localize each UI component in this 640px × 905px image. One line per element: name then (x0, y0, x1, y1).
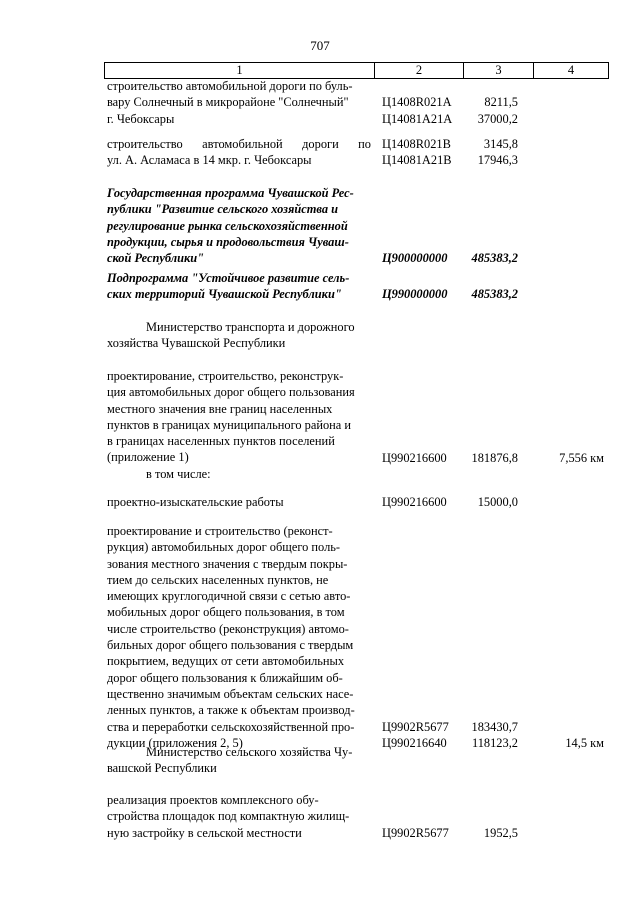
row-amounts (434, 250, 518, 266)
description-line: строительство автомобильной дороги по буль- (107, 79, 353, 93)
description-line: покрытием, ведущих от сети автомобильных (107, 654, 345, 669)
amount: 181876,8 (471, 450, 518, 465)
amount: 15000,0 (477, 495, 518, 509)
row-amounts (434, 286, 518, 302)
row-amounts (434, 450, 518, 466)
amount: 3145,8 (483, 137, 518, 151)
description-line: стройства площадок под компактную жилищ- (107, 809, 350, 824)
row-description (107, 185, 371, 266)
row-length: 7,556 км (559, 450, 604, 465)
row-length: 14,5 км (565, 735, 604, 750)
description-line: мобильных дорог общего пользования, в том (107, 605, 345, 620)
code: Ц9902R5677 (382, 719, 449, 734)
amount: 118123,2 (471, 735, 518, 750)
description-line: пунктов в границах муниципального района и (107, 417, 352, 432)
row-description (146, 744, 372, 760)
row-amounts (434, 94, 518, 127)
row-description (107, 494, 371, 510)
description-line: ских территорий Чувашской Республики" (107, 287, 342, 302)
description-line: ства и переработки сельскохозяйственной про- (107, 719, 355, 734)
code: Ц1408R021A (382, 95, 452, 110)
description-line: дорог общего пользования к ближайшим об- (107, 670, 343, 685)
description-line: бильных дорог общего пользования с твердым (107, 638, 354, 653)
amount: 485383,2 (471, 251, 518, 266)
description-line: ул. А. Асламаса в 14 мкр. г. Чебоксары (107, 153, 312, 168)
table-header (104, 62, 609, 79)
header-col-3: 3 (463, 63, 533, 78)
description-line: щественно значимым объектам сельских насе- (107, 686, 354, 701)
row-description-cont (107, 335, 371, 351)
description-line: ную застройку в сельской местности (107, 825, 302, 840)
amount: 37000,2 (477, 111, 518, 126)
amount: 485383,2 (471, 287, 518, 302)
row-description (107, 792, 371, 841)
description-line: хозяйства Чувашской Республики (107, 336, 286, 351)
row-description (146, 319, 372, 335)
code: Ц990000000 (382, 287, 448, 302)
description-line: тием до сельских населенных пунктов, не (107, 572, 329, 587)
description-line: Министерство транспорта и дорожного (146, 320, 355, 334)
code: Ц14081A21B (382, 153, 452, 168)
header-col-2: 2 (374, 63, 463, 78)
description-line: (приложение 1) (107, 450, 189, 465)
description-line: проектирование и строительство (реконст- (107, 524, 333, 538)
description-line: имеющих круглогодичной связи с сетью авто- (107, 589, 351, 604)
amount: 8211,5 (484, 95, 518, 110)
description-line: ция автомобильных дорог общего пользования (107, 385, 355, 400)
code: Ц14081A21A (382, 111, 453, 126)
description-line: числе строительство (реконструкция) автомо- (107, 621, 349, 636)
page-number: 707 (310, 38, 330, 53)
amount: 17946,3 (477, 153, 518, 168)
row-description (107, 78, 371, 127)
description-line: г. Чебоксары (107, 111, 175, 126)
code: Ц900000000 (382, 251, 448, 266)
description-line: строительство автомобильной дороги по (107, 137, 371, 151)
description-line: Подпрограмма "Устойчивое развитие сель- (107, 271, 350, 285)
header-col-1: 1 (236, 63, 243, 77)
description-line: Министерство сельского хозяйства Чу- (146, 745, 353, 759)
amount: 183430,7 (471, 719, 518, 734)
row-description (107, 368, 371, 466)
row-description (107, 523, 371, 751)
row-amounts (434, 719, 518, 752)
description-line: публики "Развитие сельского хозяйства и (107, 202, 339, 217)
row-description (146, 466, 372, 482)
description-line: в том числе: (146, 467, 211, 481)
row-amounts (434, 494, 518, 510)
code: Ц990216600 (382, 495, 447, 509)
header-col-4: 4 (533, 63, 608, 78)
description-line: Государственная программа Чувашской Рес- (107, 186, 354, 200)
description-line: ленных пунктов, а также к объектам производ- (107, 703, 355, 718)
row-description (107, 270, 371, 303)
description-line: регулирование рынка сельскохозяйственной (107, 218, 348, 233)
description-line: проектирование, строительство, реконструк- (107, 369, 344, 383)
row-amounts (434, 136, 518, 169)
description-line: вару Солнечный в микрорайоне "Солнечный" (107, 95, 349, 110)
description-line: зования местного значения с твердым покры- (107, 556, 348, 571)
description-line: местного значения вне границ населенных (107, 401, 333, 416)
description-line: проектно-изыскательские работы (107, 495, 284, 509)
row-description-cont (107, 760, 371, 776)
row-amounts (434, 825, 518, 841)
amount: 1952,5 (483, 825, 518, 840)
description-line: вашской Республики (107, 761, 217, 776)
description-line: в границах населенных пунктов поселений (107, 434, 335, 449)
description-line: рукция) автомобильных дорог общего поль- (107, 540, 341, 555)
description-line: продукции, сырья и продовольствия Чуваш- (107, 234, 349, 249)
code: Ц990216640 (382, 735, 447, 750)
code: Ц990216600 (382, 450, 447, 465)
description-line: дукции (приложения 2, 5) (107, 735, 243, 750)
code: Ц1408R021B (382, 137, 451, 151)
row-description (107, 136, 371, 169)
description-line: ской Республики" (107, 251, 205, 266)
code: Ц9902R5677 (382, 825, 449, 840)
description-line: реализация проектов комплексного обу- (107, 793, 319, 807)
